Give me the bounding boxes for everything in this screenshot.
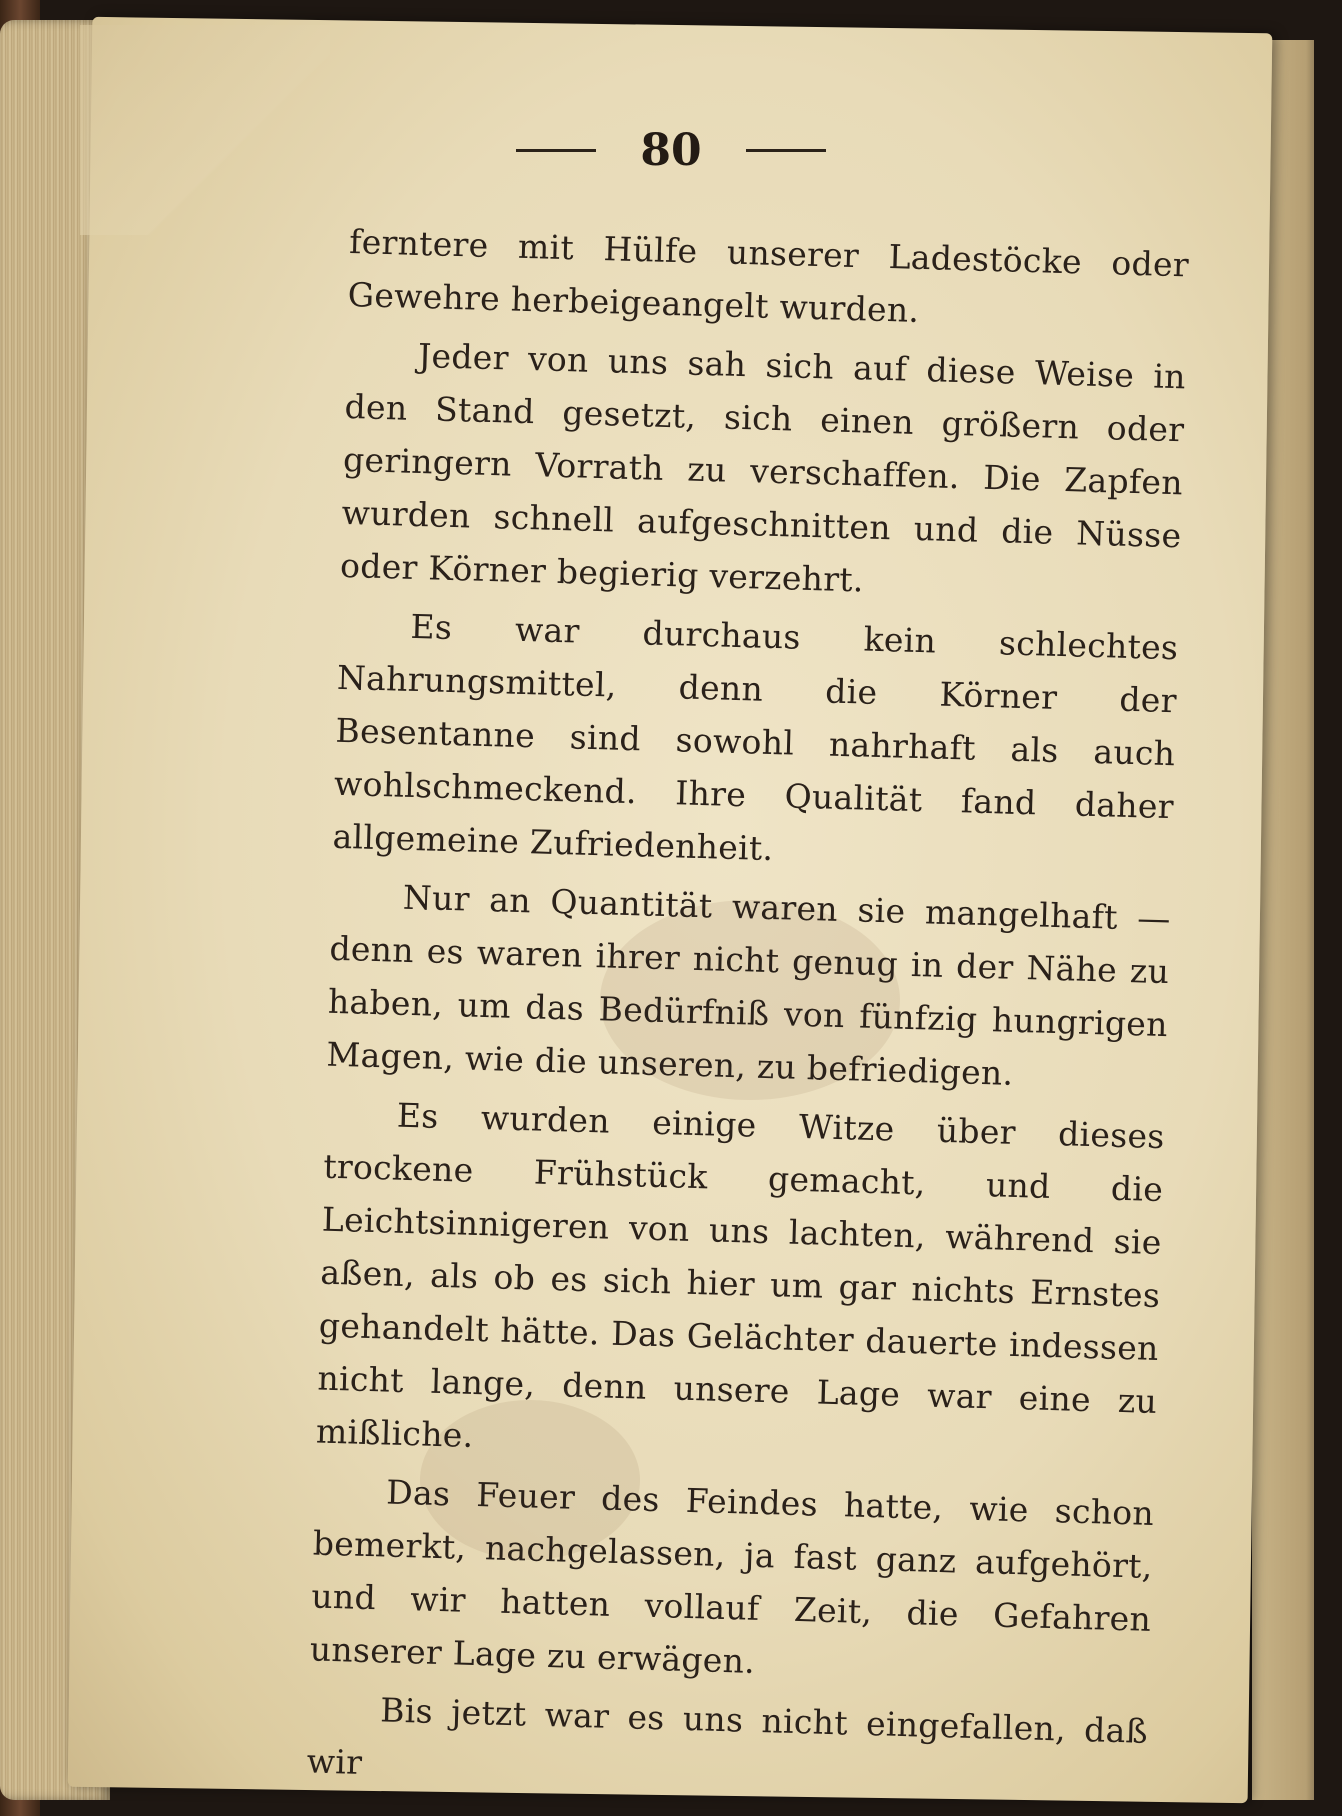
paragraph-6: Das Feuer des Feindes hatte, wie schon bemerkt, nachgelassen, ja fast ganz aufgehört, und wir hatten vollauf Zeit, die Gefahren unserer Lage zu erwägen.	[309, 1472, 1155, 1681]
header-rule-left	[516, 149, 596, 152]
paragraph-2: Jeder von uns sah sich auf diese Weise in den Stand gesetzt, sich einen größern oder geringern Vorrath zu verschaffen. Die Zapfen wurden schnell aufgeschnitten und die Nüsse oder Körner begierig verzehrt.	[339, 335, 1187, 600]
paragraph-4: Nur an Quantität waren sie mangelhaft — denn es waren ihrer nicht genug in der Nähe zu haben, um das Bedürfniß von fünfzig hungrigen Magen, wie die unseren, zu befriedigen.	[326, 877, 1172, 1093]
background-edge	[1314, 0, 1342, 1816]
page-number: 80	[640, 125, 702, 176]
paragraph-7: Bis jetzt war es uns nicht eingefallen, daß wir	[306, 1690, 1149, 1782]
page-header	[0, 125, 1342, 176]
paragraph-3: Es war durchaus kein schlechtes Nahrungsmittel, denn die Körner der Besentanne sind sowohl nahrhaft als auch wohlschmeckend. Ihre Qualität fand daher allgemeine Zufriedenheit.	[332, 606, 1179, 869]
paragraph-5: Es wurden einige Witze über dieses trockene Frühstück gemacht, und die Leichtsinnigeren von uns lachten, während sie aßen, als ob es sich hier um gar nichts Ernstes gehandelt hätte. Das Gelächter dauerte indessen nicht lange, denn unsere Lage war eine zu mißliche.	[315, 1095, 1166, 1455]
body-text	[306, 215, 1190, 1816]
paragraph-1: ferntere mit Hülfe unserer Ladestöcke oder Gewehre herbeigeangelt wurden.	[347, 221, 1190, 330]
header-rule-right	[746, 149, 826, 152]
